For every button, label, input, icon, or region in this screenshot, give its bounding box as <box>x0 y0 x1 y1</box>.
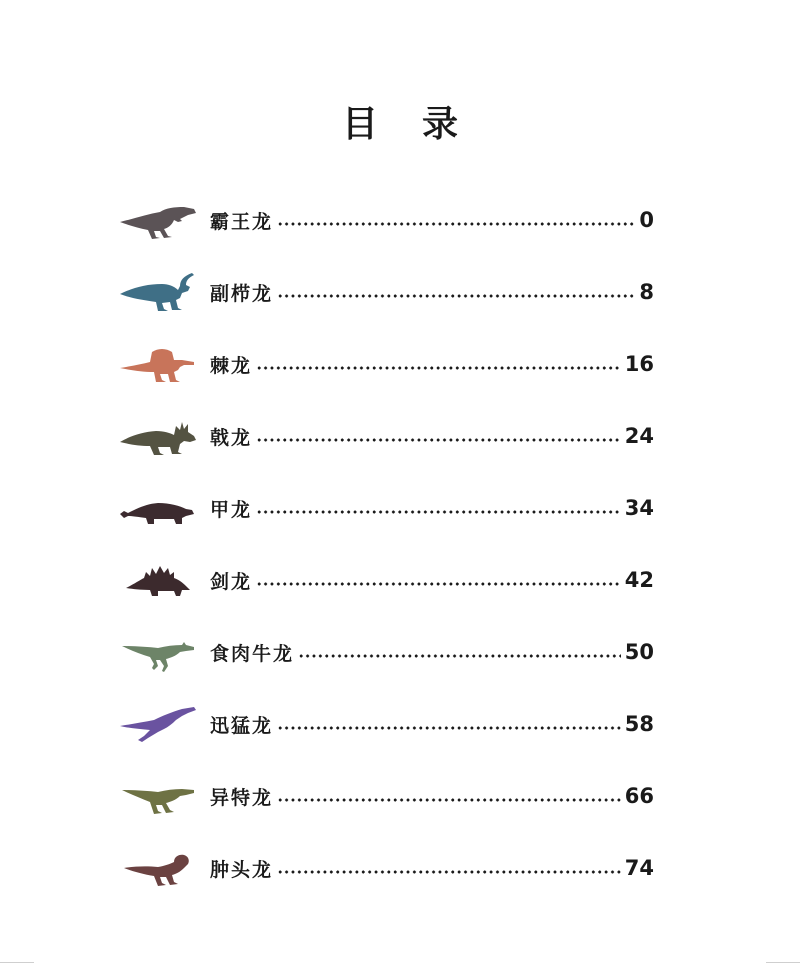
page-title <box>0 96 800 147</box>
velociraptor-icon <box>118 702 198 746</box>
page-number: 58 <box>624 712 654 736</box>
leader-dots <box>298 652 621 660</box>
page-number: 50 <box>624 640 654 664</box>
pachycephalosaurus-icon <box>118 846 198 890</box>
leader-dots <box>277 724 621 732</box>
entry-name: 迅猛龙 <box>210 714 274 737</box>
toc-entry[interactable] <box>118 412 654 460</box>
toc-entry[interactable] <box>118 628 654 676</box>
toc-entry[interactable] <box>118 484 654 532</box>
entry-name: 肿头龙 <box>210 858 274 881</box>
leader-dots <box>277 796 621 804</box>
toc-entry[interactable] <box>118 196 654 244</box>
ankylosaurus-icon <box>118 486 198 530</box>
page-number: 74 <box>624 856 654 880</box>
leader-dots <box>277 868 621 876</box>
entry-name: 副栉龙 <box>210 282 274 305</box>
allosaurus-icon <box>118 774 198 818</box>
toc-entry[interactable] <box>118 772 654 820</box>
entry-name: 戟龙 <box>210 426 253 449</box>
title-char-1: 目 <box>341 103 378 145</box>
title-char-2: 录 <box>422 103 459 145</box>
page-number: 34 <box>624 496 654 520</box>
carnotaurus-icon <box>118 630 198 674</box>
page-number: 42 <box>624 568 654 592</box>
page-number: 66 <box>624 784 654 808</box>
leader-dots <box>256 364 621 372</box>
page-number: 0 <box>639 208 654 232</box>
leader-dots <box>256 436 621 444</box>
entry-name: 棘龙 <box>210 354 253 377</box>
entry-name: 食肉牛龙 <box>210 642 295 665</box>
toc-entry[interactable] <box>118 340 654 388</box>
page-edge-line <box>766 962 800 963</box>
entry-name: 甲龙 <box>210 498 253 521</box>
stegosaurus-icon <box>118 558 198 602</box>
parasaurolophus-icon <box>118 270 198 314</box>
page-number: 24 <box>624 424 654 448</box>
leader-dots <box>277 220 635 228</box>
toc-entry[interactable] <box>118 700 654 748</box>
toc-entry[interactable] <box>118 268 654 316</box>
entry-name: 剑龙 <box>210 570 253 593</box>
page-number: 16 <box>624 352 654 376</box>
page-number: 8 <box>639 280 654 304</box>
entry-name: 异特龙 <box>210 786 274 809</box>
spinosaurus-icon <box>118 342 198 386</box>
toc-entry[interactable] <box>118 556 654 604</box>
leader-dots <box>277 292 635 300</box>
t-rex-icon <box>118 198 198 242</box>
leader-dots <box>256 580 621 588</box>
leader-dots <box>256 508 621 516</box>
toc-entry[interactable] <box>118 844 654 892</box>
page-edge-line <box>0 962 34 963</box>
entry-name: 霸王龙 <box>210 210 274 233</box>
styracosaurus-icon <box>118 414 198 458</box>
